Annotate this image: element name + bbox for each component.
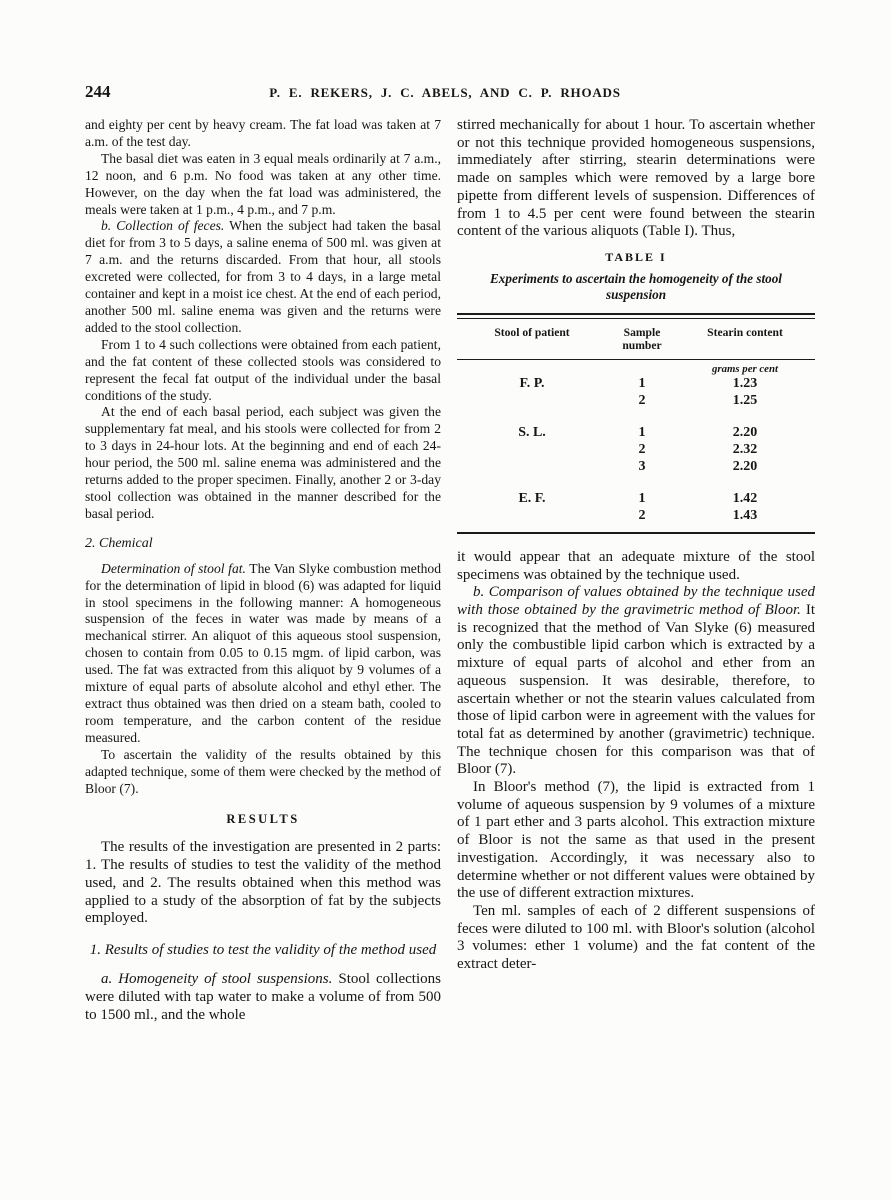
paragraph bbox=[85, 839, 441, 928]
table-title: TABLE I bbox=[605, 249, 667, 264]
paragraph-text: it would appear that an adequate mixture of the stool specimens was obtained by the technique used. bbox=[457, 548, 815, 583]
table-row bbox=[457, 458, 815, 475]
paragraph bbox=[85, 218, 441, 336]
table-bottom-rule bbox=[457, 532, 815, 534]
sample-number-cell: 2 bbox=[638, 507, 646, 523]
table-group-spacer bbox=[457, 409, 815, 424]
paragraph bbox=[85, 747, 441, 798]
paragraph bbox=[85, 561, 441, 747]
sample-number-cell: 1 bbox=[638, 490, 646, 506]
table-1 bbox=[457, 250, 815, 534]
table-body bbox=[457, 375, 815, 532]
table-caption: Experiments to ascertain the homogeneity of the stool suspension bbox=[490, 270, 782, 302]
sample-number-cell: 1 bbox=[638, 375, 646, 391]
table-row bbox=[457, 392, 815, 409]
left-column bbox=[85, 117, 441, 1025]
paragraph bbox=[457, 549, 815, 584]
paragraph-text: stirred mechanically for about 1 hour. To ascertain whether or not this technique provided homogeneous suspensions, immediately after stirring, stearin determinations were made on samples which were removed by a large bore pipette from different levels of suspension. Differences of from 1 to 4.5 per cent were found between the stearin content of the various aliquots (Table I). Thus, bbox=[457, 117, 815, 240]
right-column bbox=[457, 117, 815, 974]
column-header: Stearin content bbox=[707, 325, 783, 339]
table-group-spacer bbox=[457, 475, 815, 490]
paragraph-text: It is recognized that the method of Van Slyke (6) measured only the combustible lipid carbon which is extracted by a mixture of equal parts of alcohol and ether from an aqueous suspension. It was desirable, therefore, to ascertain whether or not the stearin values calculated from those of lipid carbon were in agreement with the values for total fat as determined by another (gravimetric) technique. The technique chosen for this comparison was that of Bloor (7). bbox=[457, 602, 815, 778]
paragraph bbox=[457, 117, 815, 241]
paragraph bbox=[457, 584, 815, 779]
patient-cell: S. L. bbox=[518, 424, 546, 440]
paragraph-text: To ascertain the validity of the results obtained by this adapted technique, some of them were checked by the method of Bloor (7). bbox=[85, 746, 441, 796]
paragraph bbox=[457, 903, 815, 974]
paragraph-text: When the subject had taken the basal diet for from 3 to 5 days, a saline enema of 500 ml. was given at 7 a.m. and the returns discarded. From that hour, all stools excreted were collected, for from 3 to 4 days, in a large metal container and kept in a moist ice chest. At the end of each period, another 500 ml. saline enema was given and the returns were added to the stool collection. bbox=[85, 218, 441, 335]
page-number: 244 bbox=[85, 82, 111, 101]
sample-number-cell: 1 bbox=[638, 424, 646, 440]
section-heading-chemical: 2. Chemical bbox=[85, 535, 153, 551]
paragraph bbox=[85, 151, 441, 219]
patient-cell bbox=[457, 392, 607, 409]
paragraph-text: At the end of each basal period, each subject was given the supplementary fat meal, and his stools were collected for from 2 to 3 days in 24-hour lots. At the beginning and end of each 24-hour period, the 500 ml. saline enema was administered and the returns added to the proper specimen. Finally, another 2 or 3-day stool collection was obtained in the manner described for the basal period. bbox=[85, 404, 441, 521]
patient-cell: E. F. bbox=[518, 490, 546, 506]
paragraph-text: The Van Slyke combustion method for the determination of lipid in blood (6) was adapted for liquid in stool specimens in the following manner: A homogeneous suspension of the feces in water was made by means of a mechanical stirrer. An aliquot of this aqueous stool suspension, chosen to contain from 0.05 to 0.15 mgm. of lipid carbon, was used. The fat was extracted from this aliquot by 9 volumes of a mixture of equal parts of absolute alcohol and ethyl ether. The extract thus obtained was then dried on a steam bath, cooled to room temperature, and the carbon content of the residue measured. bbox=[85, 560, 441, 745]
running-head-authors: P. E. REKERS, J. C. ABELS, AND C. P. RHOADS bbox=[269, 85, 621, 100]
units-label: grams per cent bbox=[712, 362, 778, 375]
table-row bbox=[457, 424, 815, 441]
section-heading-results: RESULTS bbox=[226, 812, 300, 827]
paragraph bbox=[457, 779, 815, 903]
sample-number-cell: 2 bbox=[638, 392, 646, 408]
patient-cell bbox=[457, 507, 607, 524]
stearin-value-cell: 1.42 bbox=[732, 490, 758, 506]
patient-cell bbox=[457, 458, 607, 475]
paragraph-text: The basal diet was eaten in 3 equal meals ordinarily at 7 a.m., 12 noon, and 6 p.m. No food was taken at any other time. However, on the day when the fat load was administered, the meals were taken at 1 p.m., 4 p.m., and 7 p.m. bbox=[85, 150, 441, 217]
stearin-value-cell: 1.25 bbox=[732, 392, 758, 408]
paragraph-text: and eighty per cent by heavy cream. The fat load was taken at 7 a.m. of the test day. bbox=[85, 117, 441, 149]
paragraph-lead: b. Comparison of values obtained by the technique used with those obtained by the gravimetric method of Bloor. bbox=[457, 584, 815, 619]
sample-number-cell: 2 bbox=[638, 441, 646, 457]
paragraph-text: Stool collections were diluted with tap water to make a volume of from 500 to 1500 ml., and the whole bbox=[85, 971, 441, 1023]
table-row bbox=[457, 490, 815, 507]
paragraph-lead: Determination of stool fat. bbox=[101, 560, 246, 576]
paragraph-lead: b. Collection of feces. bbox=[101, 218, 225, 234]
sample-number-cell: 3 bbox=[638, 458, 646, 474]
stearin-value-cell: 2.20 bbox=[732, 424, 758, 440]
stearin-value-cell: 1.43 bbox=[732, 507, 758, 523]
column-header: Sample number bbox=[622, 325, 662, 353]
paragraph-text: In Bloor's method (7), the lipid is extracted from 1 volume of aqueous suspension by 9 volumes of a mixture of 1 part ether and 3 parts alcohol. This extraction mixture of Bloor is not the same as that used in the present investigation. Accordingly, it was necessary also to determine whether or not different values were obtained by the use of different extraction mixtures. bbox=[457, 779, 815, 902]
paragraph bbox=[85, 117, 441, 151]
table-row bbox=[457, 441, 815, 458]
paragraph-text: From 1 to 4 such collections were obtained from each patient, and the fat content of these collected stools was considered to represent the fecal fat output of the individual under the basal conditions of the study. bbox=[85, 336, 441, 403]
patient-cell: F. P. bbox=[519, 375, 545, 391]
column-header: Stool of patient bbox=[494, 325, 570, 339]
paragraph bbox=[85, 404, 441, 522]
table-row bbox=[457, 375, 815, 392]
stearin-value-cell: 2.32 bbox=[732, 441, 758, 457]
table-units-row bbox=[457, 360, 815, 375]
subsection-heading-validity: 1. Results of studies to test the validity of the method used bbox=[89, 941, 437, 958]
stearin-value-cell: 1.23 bbox=[732, 375, 758, 391]
paragraph-text: Ten ml. samples of each of 2 different suspensions of feces were diluted to 100 ml. with Bloor's solution (alcohol 3 volumes: ether 1 volume) and the fat content of the extract deter- bbox=[457, 902, 815, 973]
patient-cell bbox=[457, 441, 607, 458]
table-row bbox=[457, 507, 815, 524]
table-header-row bbox=[457, 319, 815, 359]
paragraph-lead: a. Homogeneity of stool suspensions. bbox=[101, 971, 333, 988]
paragraph bbox=[85, 971, 441, 1024]
paragraph bbox=[85, 337, 441, 405]
paragraph-text: The results of the investigation are presented in 2 parts: 1. The results of studies to test the validity of the method used, and 2. The results obtained when this method was applied to a study of the absorption of fat by the subjects employed. bbox=[85, 839, 441, 927]
stearin-value-cell: 2.20 bbox=[732, 458, 758, 474]
